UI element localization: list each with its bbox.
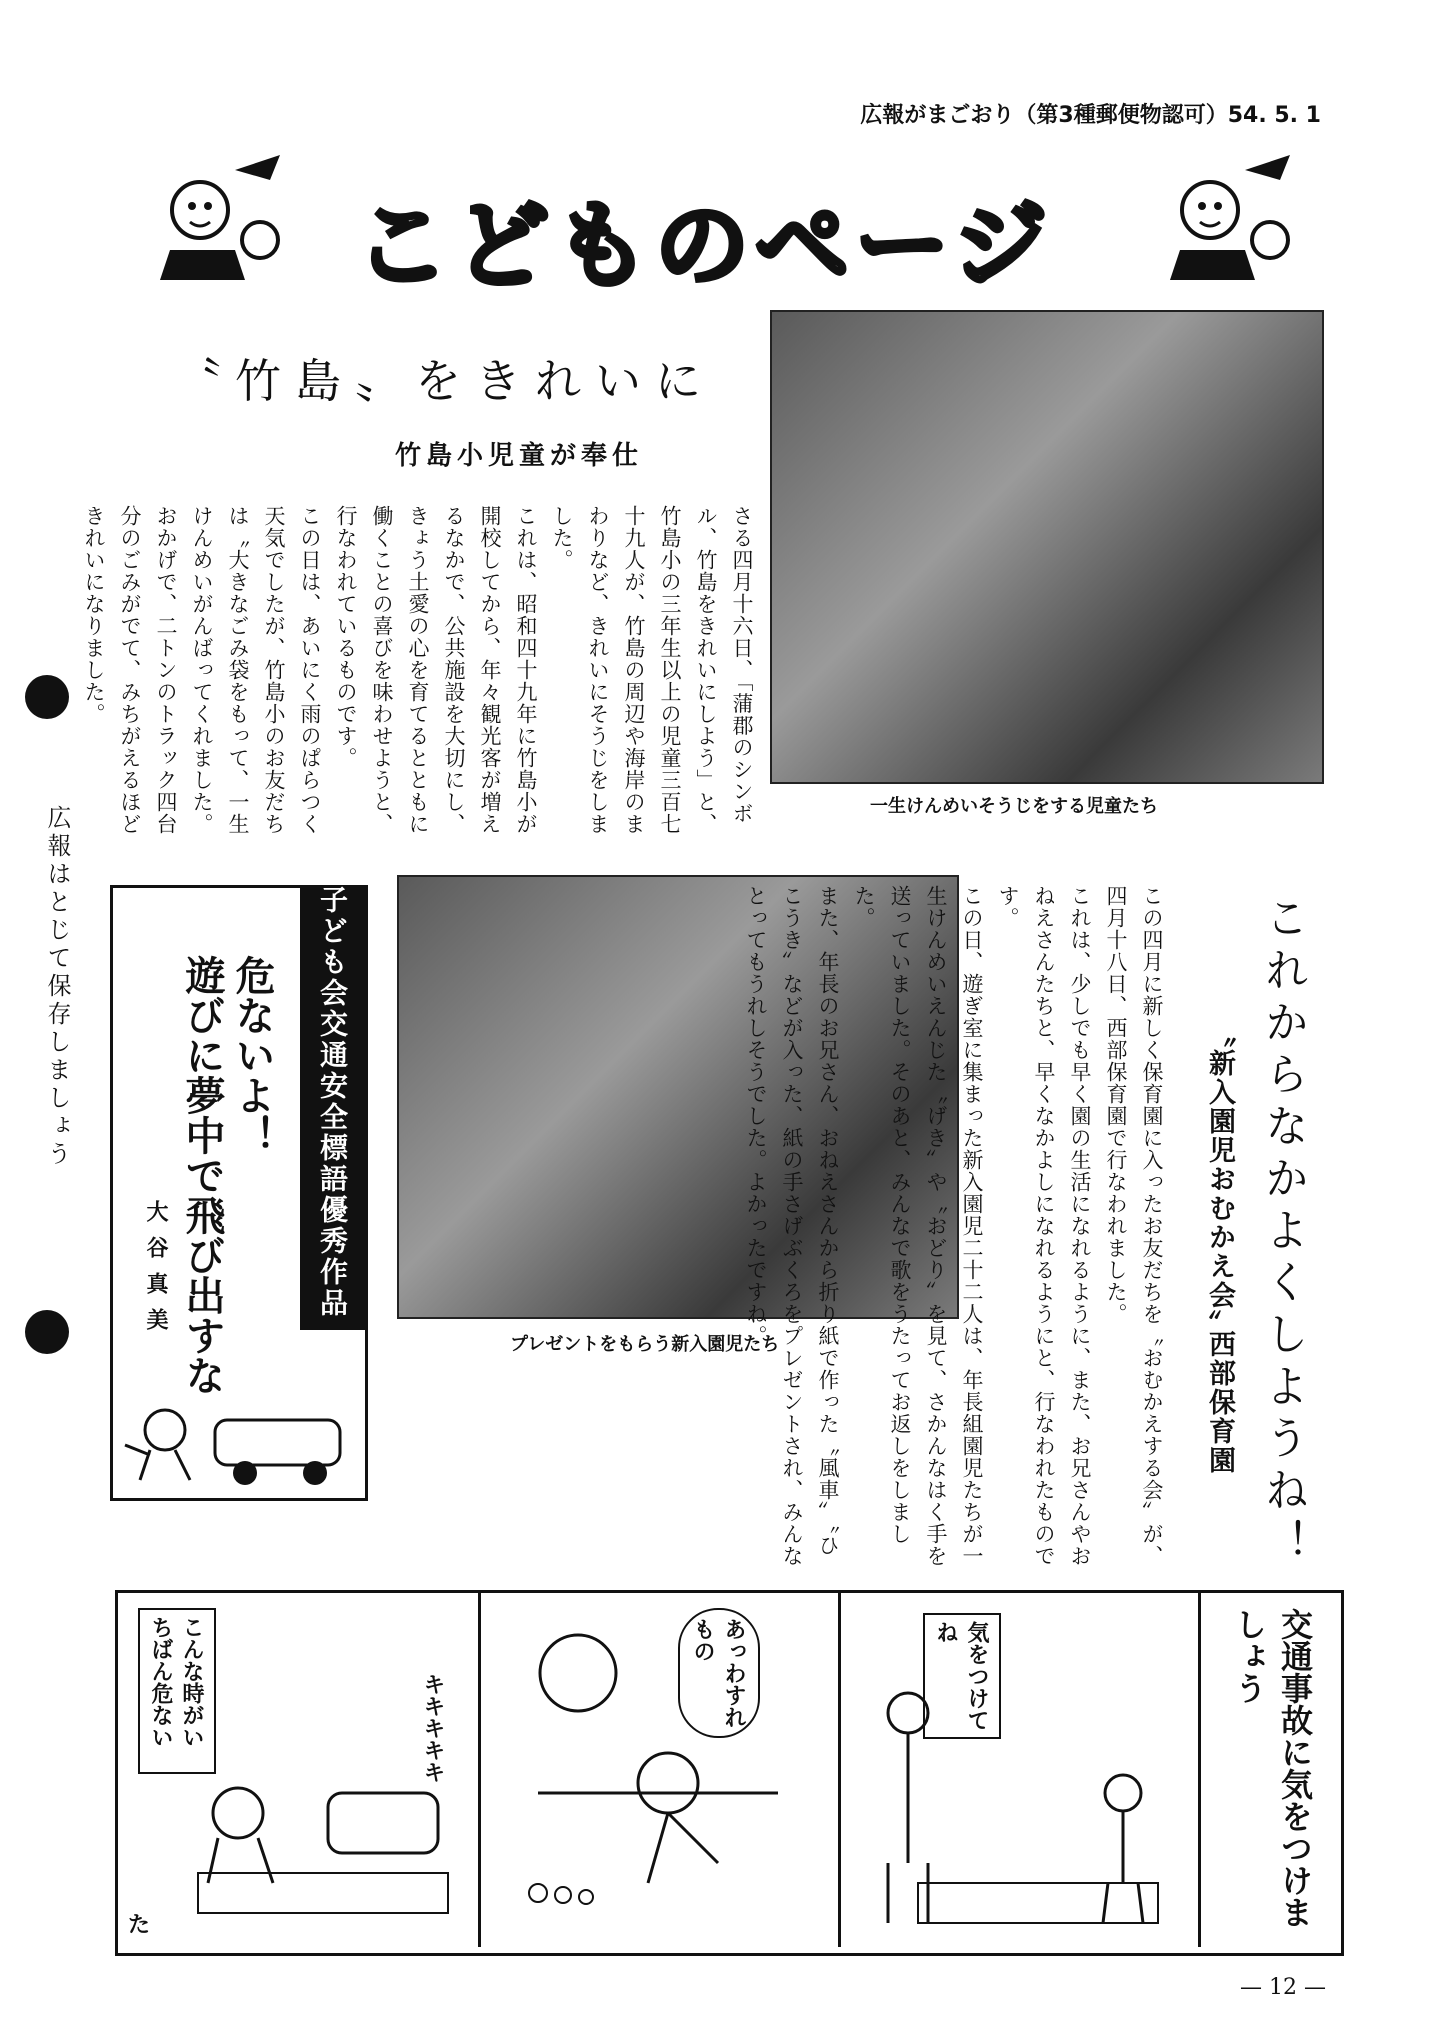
panel1-bubble: こんな時がいちばん危ない (138, 1608, 216, 1774)
slogan-line1: 危ないよ！ (229, 955, 276, 1155)
car-cartoon-icon (120, 1395, 350, 1490)
slogan-line2: 遊びに夢中で飛び出すな (179, 955, 226, 1395)
article2-paragraph: また、年長のお兄さん、おねえさんから折り紙で作った〝風車〟〝ひこうき〟などが入った、紙の手さげぶくろをプレゼントされ、みんなとってもうれしそうでした。よかったですね。 (744, 885, 840, 1567)
article2-headline: これからなかよくしようね！ (1257, 895, 1308, 1571)
article1-paragraph: この日は、あいにく雨のぱらつく天気でしたが、竹島小のお友だちは〝大きなごみ袋をもって、一生けんめいがんばってくれました。 (190, 505, 322, 835)
page-number: — 12 — (1240, 1975, 1326, 2000)
cartoon-panel-1 (118, 1593, 481, 1947)
article1-paragraph: おかげで、二トンのトラック四台分のごみがでて、みちがえるほどきれいになりました。 (82, 505, 178, 835)
article1-paragraph: さる四月十六日、「蒲郡のシンボル、竹島をきれいにしよう」と、竹島小の三年生以上の児童三百七十九人が、竹島の周辺や海岸のまわりなど、きれいにそうじをしました。 (550, 505, 754, 835)
cartoon-panel-2 (478, 1593, 841, 1947)
article2-body (380, 885, 1170, 1575)
panel2-bubble: あっわすれもの (678, 1608, 760, 1738)
panel1-mark: た (128, 1912, 151, 1938)
binding-hole-icon (25, 1310, 69, 1354)
publication-header: 広報がまごおり（第3種郵便物認可）54. 5. 1 (860, 103, 1321, 128)
slogan-author: 大谷真美 (143, 1200, 168, 1344)
mascot-left-icon (140, 150, 290, 290)
panel1-sfx: キキキキキ (420, 1673, 446, 1783)
slogan-banner: 子ども会交通安全標語優秀作品 (300, 885, 365, 1330)
cartoon-slogan-cell (1198, 1593, 1341, 1947)
article1-body (82, 505, 760, 835)
panel3-bubble: 気をつけてね (923, 1613, 1001, 1739)
binding-hole-icon (25, 675, 69, 719)
photo-cleanup-caption: 一生けんめいそうじをする児童たち (870, 796, 1158, 817)
article2-byline: 西部保育園 (1204, 1330, 1235, 1475)
cartoon-slogan: 交通事故に気をつけましょう (1230, 1608, 1314, 1928)
margin-note: 広報はとじて保存しましょう (43, 805, 71, 1169)
photo-kindergarten-caption: プレゼントをもらう新入園児たち (510, 1334, 780, 1355)
article2-subhead: 〝新入園児おむかえ会〟 (1204, 1020, 1235, 1339)
article1-paragraph: これは、昭和四十九年に竹島小が開校してから、年々観光客が増えるなかで、公共施設を大切にし、きょう土愛の心を育てるとともに働くことの喜びを味わせようと、行なわれているものです。 (334, 505, 538, 835)
article1-subhead: 竹島小児童が奉仕 (395, 441, 644, 471)
article2-paragraph: これは、少しでも早く園の生活になれるように、また、お兄さんやおねえさんたちと、早くなかよしになれるようにと、行なわれたものです。 (996, 885, 1092, 1567)
mother-child-icon (858, 1683, 1178, 1933)
page-title: こどものページ (355, 192, 1054, 301)
article1-headline: 〝竹島〟をきれいに (175, 354, 715, 408)
article2-paragraph: この日、遊ぎ室に集まった新入園児二十二人は、年長組園児たちが一生けんめいえんじた〝げき〟や〝おどり〟を見て、さかんなはく手を送っていました。そのあと、みんなで歌をうたってお返しをしました。 (852, 885, 984, 1567)
cartoon-panel-3 (838, 1593, 1198, 1947)
photo-cleanup (770, 310, 1324, 784)
running-child-car-icon (178, 1773, 458, 1923)
forgetful-child-icon (518, 1623, 818, 1933)
mascot-right-icon (1150, 150, 1300, 290)
article2-paragraph: この四月に新しく保育園に入ったお友だちを〝おむかえする会〟が、四月十八日、西部保育園で行なわれました。 (1104, 885, 1164, 1567)
